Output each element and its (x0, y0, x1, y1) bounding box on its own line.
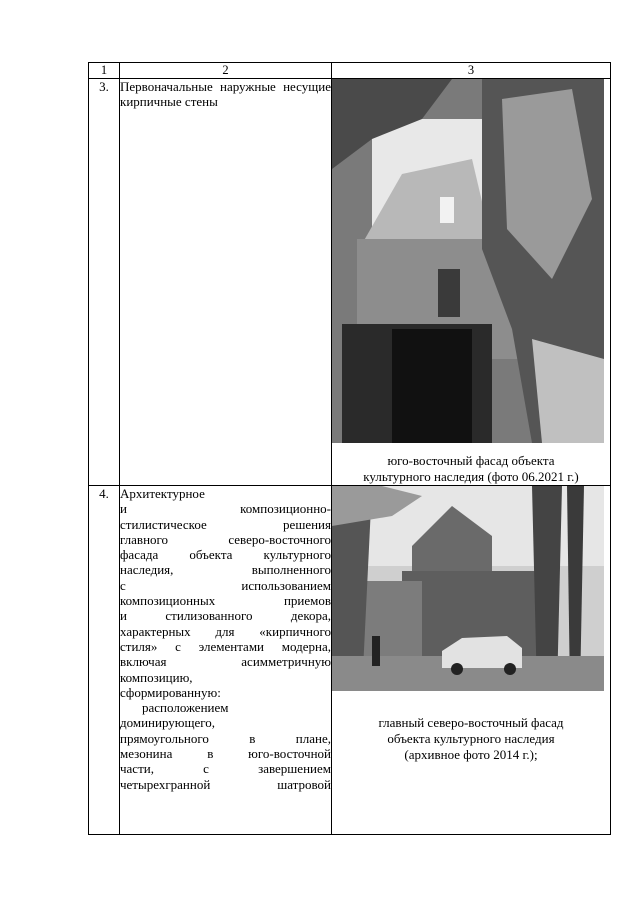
description-line: стиля» с элементами модерна, (120, 638, 331, 654)
description-line: композиционных приемов (120, 593, 331, 609)
photo-caption (332, 691, 610, 763)
description-line: включая асимметричную (120, 654, 331, 670)
description-line: прямоугольного в плане, (120, 730, 331, 746)
photo-caption (332, 443, 610, 485)
header-col-1: 1 (89, 63, 120, 79)
description-line: главного северо-восточного (120, 531, 331, 547)
description-line: мезонина в юго-восточной (120, 746, 331, 762)
row-description (120, 79, 332, 486)
caption-line: объекта культурного наследия (387, 731, 555, 746)
description-line: сформированную: (120, 684, 221, 700)
caption-line: культурного наследия (фото 06.2021 г.) (363, 469, 579, 484)
description-line: с использованием (120, 577, 331, 593)
table-row (89, 486, 611, 835)
description-line: композицию, (120, 669, 193, 685)
building-photo-icon (332, 486, 604, 691)
table-header-row (89, 63, 611, 79)
caption-line: главный северо-восточный фасад (378, 715, 564, 730)
description-line: фасада объекта культурного (120, 547, 331, 563)
caption-line: (архивное фото 2014 г.); (404, 747, 538, 762)
table-row (89, 79, 611, 486)
header-col-2: 2 (120, 63, 332, 79)
description-line: Архитектурное (120, 486, 205, 501)
row-number: 3. (89, 79, 120, 486)
row-number: 4. (89, 486, 120, 835)
building-photo-icon (332, 79, 604, 443)
description-line: и стилизованного декора, (120, 608, 331, 624)
description-line: четырехгранной шатровой (120, 776, 331, 792)
description-line: расположением (142, 700, 229, 716)
row-description (120, 486, 332, 835)
description-line: и композиционно- (120, 501, 331, 517)
description-text: Первоначальные наружные несущие кирпичные стены (120, 79, 331, 110)
description-line: доминирующего, (120, 715, 216, 731)
photo-cell (332, 79, 611, 486)
caption-line: юго-восточный фасад объекта (387, 453, 555, 468)
header-col-3: 3 (332, 63, 611, 79)
description-line: части, с завершением (120, 761, 331, 777)
description-line: наследия, выполненного (120, 562, 331, 578)
photo-cell (332, 486, 611, 835)
description-line: стилистическое решения (120, 516, 331, 532)
description-line: характерных для «кирпичного (120, 623, 331, 639)
heritage-table (88, 62, 611, 835)
